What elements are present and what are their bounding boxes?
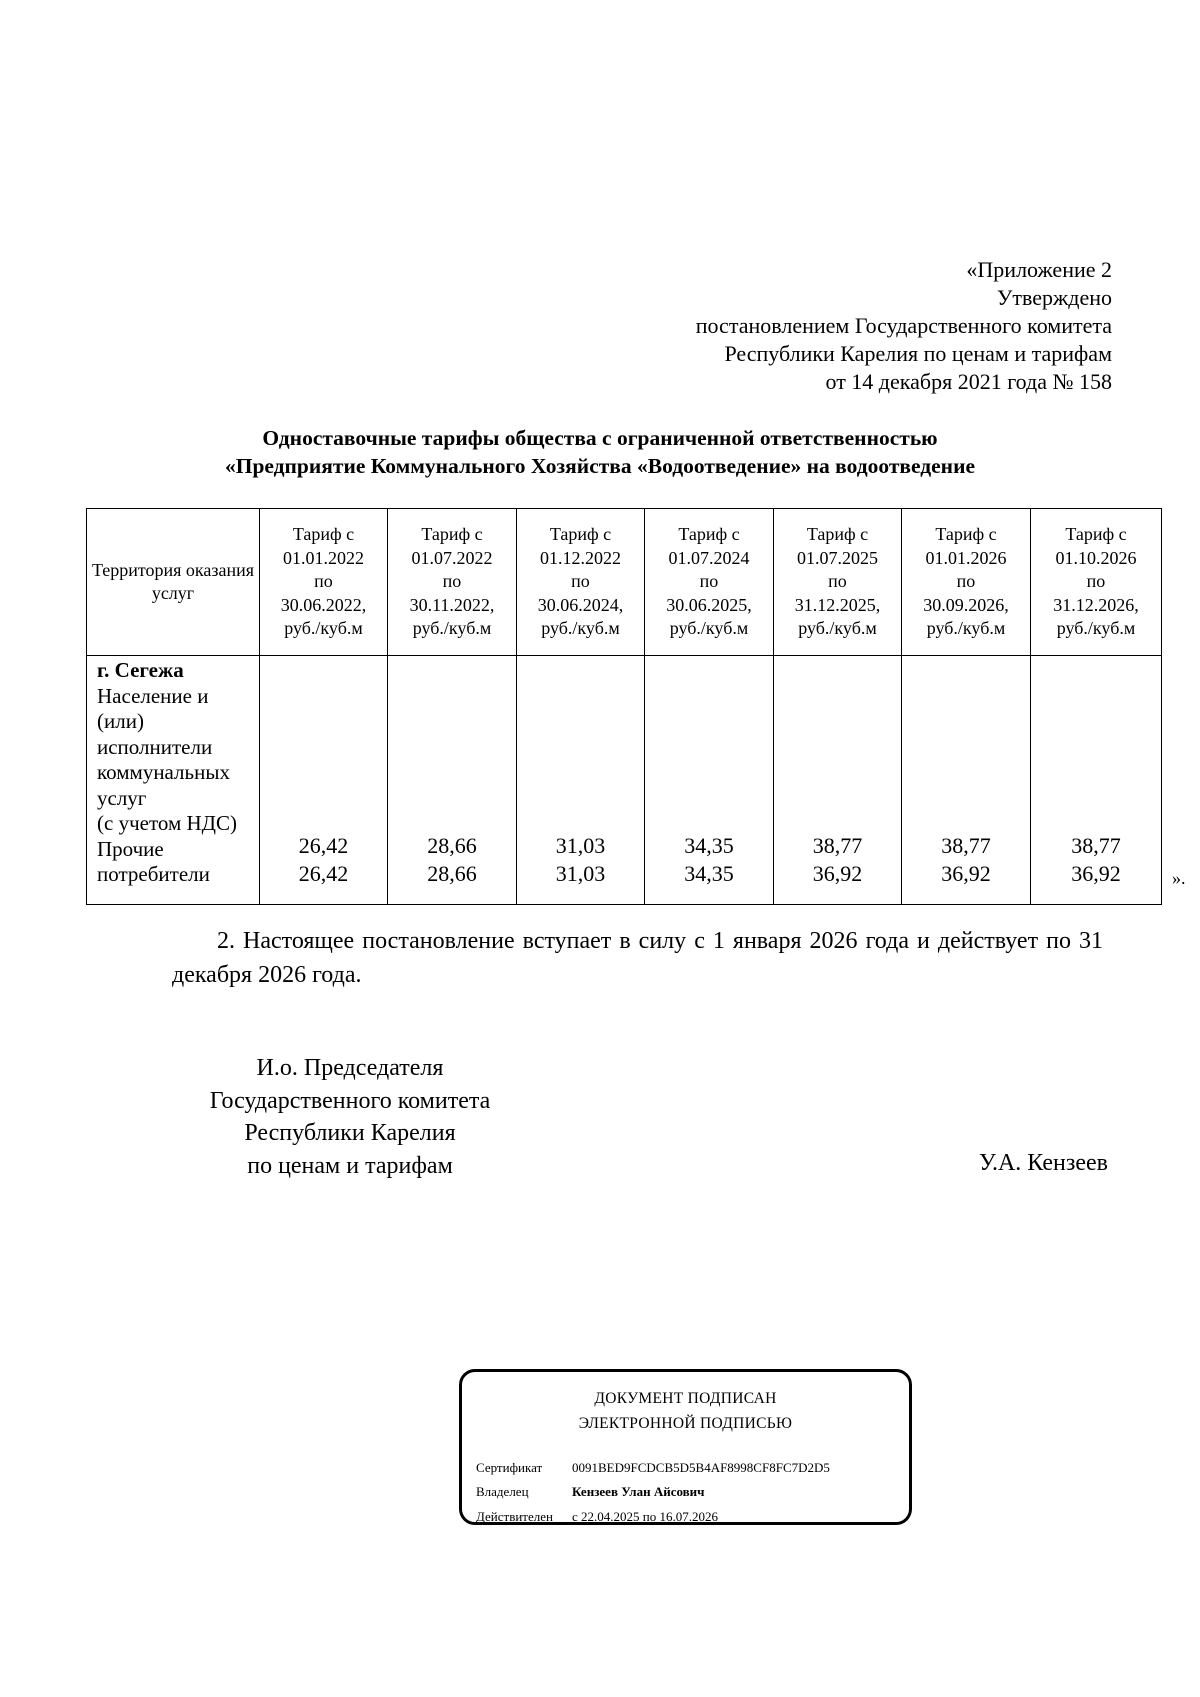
appendix-line: Утверждено [996,285,1112,310]
header-territory: Территория оказания услуг [87,509,260,656]
header-period: Тариф с 01.07.2022 по 30.11.2022, руб./куб.м [388,509,517,656]
signer-line: Республики Карелия [244,1120,456,1146]
territory-line: коммунальных [97,760,230,784]
tariff-value-cell: 28,66 28,66 [388,656,517,905]
tariff-value-cell: 38,77 36,92 [774,656,902,905]
appendix-line: от 14 декабря 2021 года № 158 [825,369,1112,394]
signer-line: по ценам и тарифам [247,1152,453,1179]
valid-value: с 22.04.2025 по 16.07.2026 [572,1509,718,1524]
tariff-value-cell: 31,03 31,03 [517,656,645,905]
tariff-value-cell: 26,42 26,42 [260,656,388,905]
tariff-value-cell: 38,77 36,92 [1031,656,1162,905]
cert-value: 0091BED9FCDCB5D5B4AF8998CF8FC7D2D5 [572,1460,830,1475]
effective-date-paragraph: 2. Настоящее постановление вступает в силу с 1 января 2026 года и действует по 31 декабря 2026 года. [172,928,1103,988]
appendix-block [412,256,1112,396]
territory-line: услуг [97,785,147,810]
stamp-line-1: ДОКУМЕНТ ПОДПИСАН [594,1390,777,1407]
header-period: Тариф с 01.01.2026 по 30.09.2026, руб./куб.м [902,509,1031,656]
closing-quote: ». [1172,868,1186,888]
territory-line: (или) [97,709,144,733]
e-signature-stamp [459,1369,912,1525]
tariff-table [86,508,1162,905]
header-period: Тариф с 01.12.2022 по 30.06.2024, руб./куб.м [517,509,645,656]
stamp-line-2: ЭЛЕКТРОННОЙ ПОДПИСЬЮ [578,1415,793,1432]
valid-label: Действителен [476,1509,553,1524]
territory-line: Прочие [97,836,164,861]
territory-cell [87,656,260,905]
stamp-certificate-row [476,1460,830,1476]
title-line-2: «Предприятие Коммунального Хозяйства «Водоотведение» на водоотведение [224,454,976,478]
header-period: Тариф с 01.10.2026 по 31.12.2026, руб./куб.м [1031,509,1162,656]
stamp-validity-row [476,1509,718,1525]
appendix-line: постановлением Государственного комитета [695,313,1112,338]
table-header-row [87,509,1162,656]
header-period: Тариф с 01.07.2025 по 31.12.2025, руб./куб.м [774,509,902,656]
signer-line: Государственного комитета [209,1087,491,1114]
signer-name: У.А. Кензеев [978,1150,1108,1176]
tariff-value-cell: 34,35 34,35 [645,656,774,905]
territory-line: потребители [97,862,210,886]
territory-line: (с учетом НДС) [97,811,237,835]
table-row [87,656,1162,905]
signer-line: И.о. Председателя [256,1055,444,1081]
cert-label: Сертификат [476,1460,543,1475]
stamp-heading [462,1386,909,1436]
document-title [100,424,1100,480]
appendix-line: «Приложение 2 [966,257,1112,282]
stamp-owner-row [476,1484,705,1500]
territory-line: исполнители [97,734,213,759]
owner-label: Владелец [476,1484,529,1499]
city-name: г. Сегежа [97,658,184,682]
title-line-1: Одноставочные тарифы общества с ограниченной ответственностью [262,426,938,450]
header-period: Тариф с 01.01.2022 по 30.06.2022, руб./куб.м [260,509,388,656]
owner-value: Кензеев Улан Айсович [572,1484,705,1499]
header-period: Тариф с 01.07.2024 по 30.06.2025, руб./куб.м [645,509,774,656]
signer-position [150,1052,550,1182]
appendix-line: Республики Карелия по ценам и тарифам [724,341,1112,366]
tariff-value-cell: 38,77 36,92 [902,656,1031,905]
territory-line: Население и [97,683,209,708]
